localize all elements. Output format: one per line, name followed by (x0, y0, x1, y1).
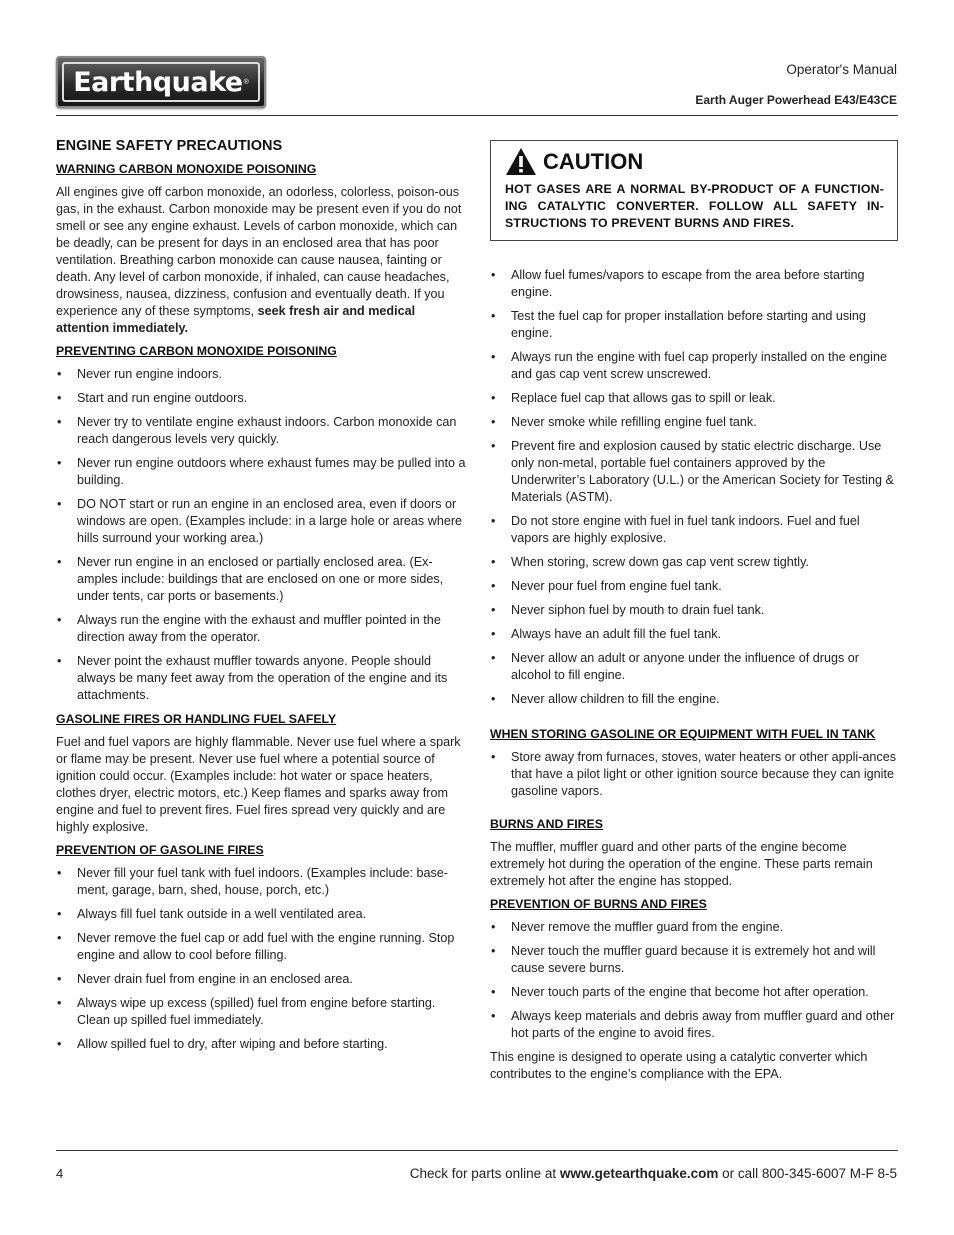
footer-text-after: or call 800-345-6007 M-F 8-5 (718, 1166, 897, 1181)
list-item: • Never run engine in an enclosed or partially enclosed area. (Ex-amples include: buildings that are enclosed on one or more sides, under tents, car ports or basements.) (56, 554, 466, 605)
burns-paragraph: The muffler, muffler guard and other parts of the engine become extremely hot during the operation of the engine. These parts remain extremely hot after the engine has stopped. (490, 840, 873, 888)
list-item: • Always fill fuel tank outside in a well ventilated area. (56, 906, 466, 923)
list-item: • Never fill your fuel tank with fuel indoors. (Examples include: base-ment, garage, barn, shed, house, porch, etc.) (56, 865, 466, 899)
fuel-paragraph: Fuel and fuel vapors are highly flammable. Never use fuel where a spark or flame may be present. Never use fuel where a potential source of ignition could occur. (Examples include: hot water or space heaters, clothes dryer, electric motors, etc.) Keep flames and sparks away from engine and fuel to prevent fires. Fuel fires spread very quickly and are highly explosive. (56, 735, 461, 834)
list-item: • Always keep materials and debris away from muffler guard and other hot parts of the engine to avoid fires. (490, 1008, 898, 1042)
fuel-safety-list (490, 267, 898, 708)
prevention-gasoline-list (56, 865, 466, 1053)
list-item: • Start and run engine outdoors. (56, 390, 466, 407)
list-item: • Never point the exhaust muffler towards anyone. People should always be many feet away from the operation of the engine and its attachments. (56, 653, 466, 704)
list-item: • Never allow an adult or anyone under the influence of drugs or alcohol to fill engine. (490, 650, 898, 684)
subheading-preventing-co: PREVENTING CARBON MONOXIDE POISONING (56, 344, 337, 358)
co-warning-bold: seek fresh air and medical attention immediately. (56, 304, 416, 335)
storing-gasoline-list (490, 749, 898, 800)
footer-rule (56, 1150, 898, 1151)
list-item: • Test the fuel cap for proper installation before starting and using engine. (490, 308, 898, 342)
list-item: • When storing, screw down gas cap vent screw tightly. (490, 554, 898, 571)
prevention-burns-list (490, 919, 898, 1042)
list-item: • Never run engine outdoors where exhaust fumes may be pulled into a building. (56, 455, 466, 489)
list-item: • Never pour fuel from engine fuel tank. (490, 578, 898, 595)
manual-title: Operator's Manual (786, 62, 897, 77)
list-item: • Prevent fire and explosion caused by static electric discharge. Use only non-metal, portable fuel containers approved by the Underwriter’s Laboratory (U.L.) or the American Society for Testing & Materials (ASTM). (490, 438, 898, 506)
subheading-prevention-gasoline: PREVENTION OF GASOLINE FIRES (56, 843, 264, 857)
subheading-burns-fires: BURNS AND FIRES (490, 817, 603, 831)
list-item: • Never touch the muffler guard because it is extremely hot and will cause severe burns. (490, 943, 898, 977)
registered-mark: ® (243, 78, 249, 86)
preventing-co-list (56, 366, 466, 704)
footer-text-before: Check for parts online at (409, 1166, 560, 1181)
website-link[interactable]: www.getearthquake.com (559, 1166, 719, 1181)
list-item: • Always run the engine with fuel cap properly installed on the engine and gas cap vent screw unscrewed. (490, 349, 898, 383)
list-item: • DO NOT start or run an engine in an enclosed area, even if doors or windows are open. (Examples include: in a large hole or areas where hills surround your working area.) (56, 496, 466, 547)
co-warning-text: All engines give off carbon monoxide, an odorless, colorless, poison-ous gas, in the exhaust. Carbon monoxide may be present even if you do not smell or see any engine exhaust. Levels of carbon monoxide, which can be deadly, can be present for days in an enclosed area that has poor ventilation. Breathing carbon monoxide can cause nausea, fainting or death. Any level of carbon monoxide, if inhaled, can cause headaches, drowsiness, nausea, dizziness, confusion and eventually death. If you experience any of these symptoms, (56, 185, 462, 318)
left-column (56, 138, 466, 1060)
warning-triangle-icon (505, 147, 537, 176)
earthquake-logo (56, 56, 266, 108)
list-item: • Always run the engine with the exhaust and muffler pointed in the direction away from the operator. (56, 612, 466, 646)
product-subtitle: Earth Auger Powerhead E43/E43CE (695, 93, 897, 107)
catalytic-paragraph: This engine is designed to operate using a catalytic converter which contributes to the engine’s compliance with the EPA. (490, 1050, 868, 1081)
subheading-storing-gasoline: WHEN STORING GASOLINE OR EQUIPMENT WITH FUEL IN TANK (490, 727, 876, 741)
list-item: • Never touch parts of the engine that become hot after operation. (490, 984, 898, 1001)
footer-contact (410, 1166, 897, 1181)
logo-frame (62, 62, 260, 102)
subheading-prevention-burns: PREVENTION OF BURNS AND FIRES (490, 897, 707, 911)
caution-box (490, 140, 898, 241)
header-rule (56, 115, 898, 116)
subheading-co-poisoning: WARNING CARBON MONOXIDE POISONING (56, 162, 317, 176)
list-item: • Allow fuel fumes/vapors to escape from the area before starting engine. (490, 267, 898, 301)
list-item: • Store away from furnaces, stoves, water heaters or other appli-ances that have a pilot light or other ignition source because they can ignite gasoline vapors. (490, 749, 898, 800)
right-column (490, 138, 898, 1089)
list-item: • Never remove the fuel cap or add fuel with the engine running. Stop engine and allow to cool before filling. (56, 930, 466, 964)
section-heading: ENGINE SAFETY PRECAUTIONS (56, 138, 283, 154)
list-item: • Do not store engine with fuel in fuel tank indoors. Fuel and fuel vapors are highly explosive. (490, 513, 898, 547)
co-warning-paragraph (56, 184, 466, 337)
list-item: • Never try to ventilate engine exhaust indoors. Carbon monoxide can reach dangerous levels very quickly. (56, 414, 466, 448)
caution-title: CAUTION (543, 149, 644, 174)
list-item: • Never smoke while refilling engine fuel tank. (490, 414, 898, 431)
subheading-gasoline-fires: GASOLINE FIRES OR HANDLING FUEL SAFELY (56, 712, 337, 726)
list-item: • Never siphon fuel by mouth to drain fuel tank. (490, 602, 898, 619)
list-item: • Always wipe up excess (spilled) fuel from engine before starting. Clean up spilled fuel immediately. (56, 995, 466, 1029)
list-item: • Allow spilled fuel to dry, after wiping and before starting. (56, 1036, 466, 1053)
page-number: 4 (56, 1166, 64, 1181)
list-item: • Replace fuel cap that allows gas to spill or leak. (490, 390, 898, 407)
list-item: • Always have an adult fill the fuel tank. (490, 626, 898, 643)
list-item: • Never allow children to fill the engine. (490, 691, 898, 708)
list-item: • Never drain fuel from engine in an enclosed area. (56, 971, 466, 988)
list-item: • Never remove the muffler guard from the engine. (490, 919, 898, 936)
caution-text: HOT GASES ARE A NORMAL BY-PRODUCT OF A FUNCTION-ING CATALYTIC CONVERTER. FOLLOW ALL SAFETY IN-STRUCTIONS TO PREVENT BURNS AND FIRES. (505, 182, 884, 230)
list-item: • Never run engine indoors. (56, 366, 466, 383)
caution-header (505, 147, 884, 176)
logo-text: Earthquake (73, 66, 243, 98)
